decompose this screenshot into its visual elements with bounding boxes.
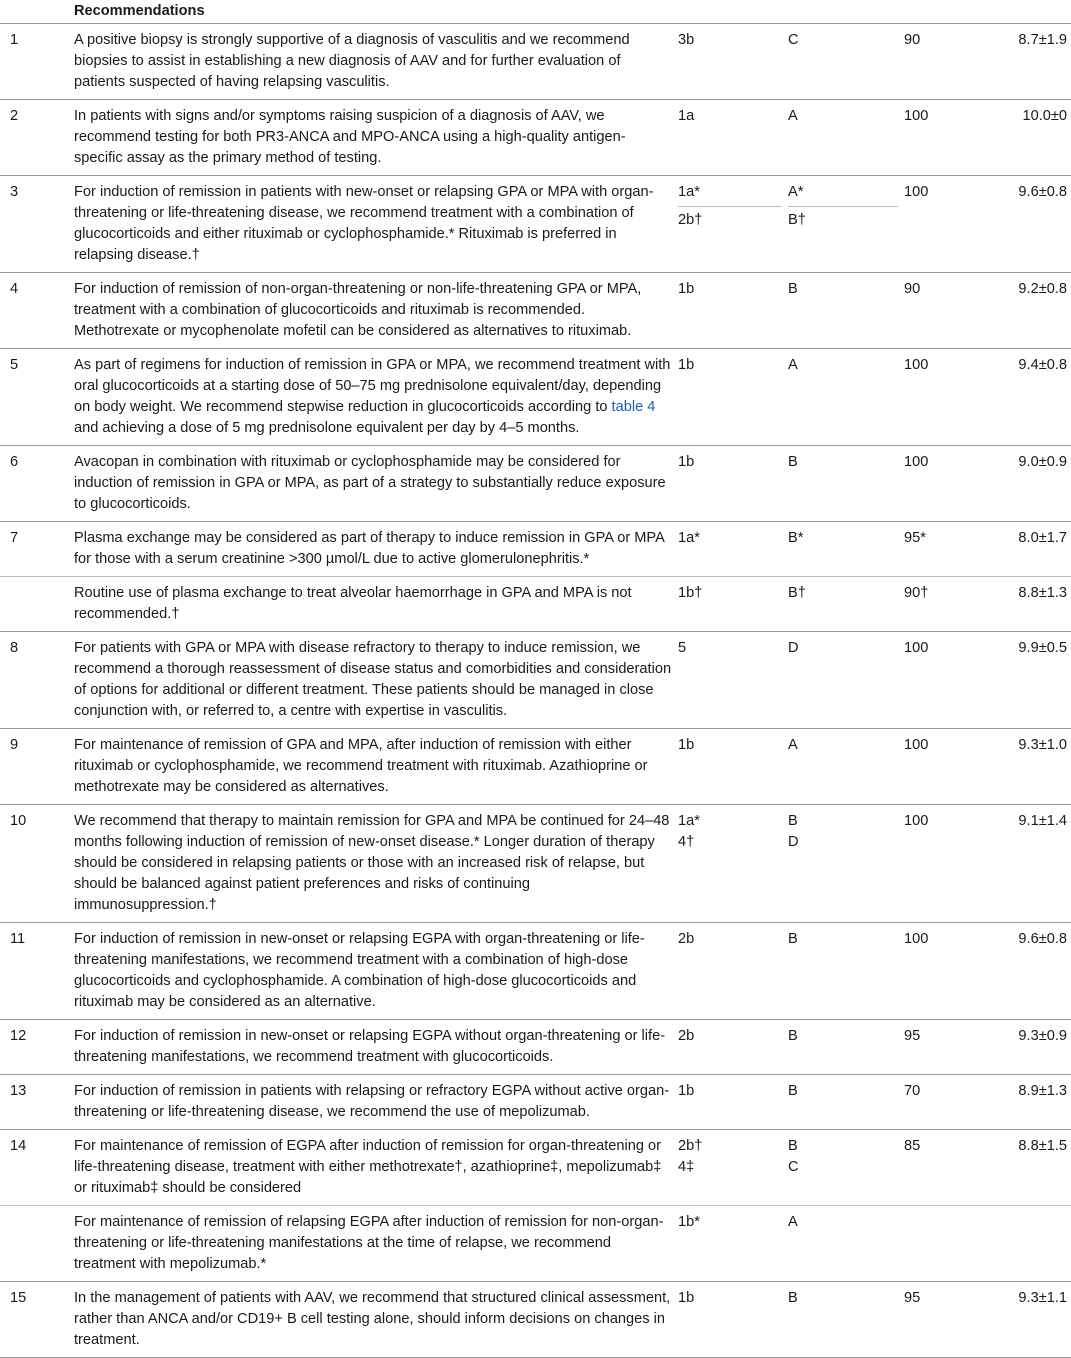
rec-number: 3 (10, 184, 19, 200)
rec-text: Plasma exchange may be considered as part of therapy to induce remission in GPA or MPA for those with a serum creatinine >300 µmol/L due to active glomerulonephritis.* (74, 530, 664, 567)
level-of-evidence (678, 1130, 788, 1206)
level-of-evidence: 1a* (678, 530, 700, 546)
level-of-evidence: 1b (678, 737, 695, 753)
level-of-evidence: 1b (678, 281, 695, 297)
grade-a: A* (788, 182, 898, 207)
grade: B (788, 454, 798, 470)
rec-number: 6 (10, 454, 19, 470)
table-row (0, 349, 1071, 446)
level-of-agreement: 10.0±0 (1022, 108, 1067, 124)
level-b: 4‡ (678, 1159, 695, 1175)
rec-text: For patients with GPA or MPA with disease refractory to therapy to induce remission, we recommend a thorough reassessment of disease status and comorbidities and consideration of options for additional or different treatment. These patients should be managed in close conjunction with, or referred to, a centre with expertise in vasculitis. (74, 640, 672, 719)
rec-number: 15 (10, 1290, 27, 1306)
level-of-evidence: 1b* (678, 1214, 700, 1230)
grade-a: B (788, 1138, 798, 1154)
table-row (0, 632, 1071, 729)
table-row (0, 273, 1071, 349)
grade: B (788, 1290, 798, 1306)
rec-text-after: and achieving a dose of 5 mg prednisolone equivalent per day by 4–5 months. (74, 420, 580, 436)
level-of-agreement: 8.8±1.5 (1018, 1138, 1067, 1154)
agreement: 95* (904, 530, 926, 546)
level-of-evidence (678, 805, 788, 923)
table-4-link[interactable]: table 4 (611, 399, 656, 415)
rec-text (66, 349, 678, 446)
agreement: 100 (904, 184, 929, 200)
grade: A (788, 357, 798, 373)
agreement: 100 (904, 813, 929, 829)
level-of-agreement: 9.3±1.1 (1018, 1290, 1067, 1306)
table-row (0, 1075, 1071, 1130)
rec-text: For induction of remission in new-onset or relapsing EGPA without organ-threatening or life-threatening manifestations, we recommend treatment with glucocorticoids. (74, 1028, 666, 1065)
grade: B (788, 281, 798, 297)
table-subrow (0, 1206, 1071, 1282)
level-a: 1a* (678, 813, 700, 829)
level-of-evidence: 2b (678, 931, 695, 947)
level-of-agreement: 9.6±0.8 (1018, 184, 1067, 200)
level-of-evidence: 3b (678, 32, 695, 48)
rec-text: In patients with signs and/or symptoms raising suspicion of a diagnosis of AAV, we recommend testing for both PR3-ANCA and MPO-ANCA using a high-quality antigen-specific assay as the primary method of testing. (74, 108, 626, 166)
table-row (0, 1282, 1071, 1358)
rec-text: For induction of remission in patients with new-onset or relapsing GPA or MPA with organ-threatening or life-threatening disease, we recommend treatment with a combination of glucocorticoids and either rituximab or cyclophosphamide.* Rituximab is preferred in relapsing disease.† (74, 184, 654, 263)
rec-number: 14 (10, 1138, 27, 1154)
level-a: 1a* (678, 182, 782, 207)
level-of-evidence: 1b (678, 454, 695, 470)
grade: B (788, 1083, 798, 1099)
agreement: 100 (904, 640, 929, 656)
agreement: 95 (904, 1028, 921, 1044)
grade: C (788, 32, 799, 48)
rec-text: Avacopan in combination with rituximab or cyclophosphamide may be considered for induction of remission in GPA or MPA, as part of a strategy to substantially reduce exposure to glucocorticoids. (74, 454, 666, 512)
level-of-agreement: 8.0±1.7 (1018, 530, 1067, 546)
level-of-agreement: 9.9±0.5 (1018, 640, 1067, 656)
rec-number: 11 (10, 931, 26, 947)
agreement: 90 (904, 281, 921, 297)
agreement: 95 (904, 1290, 921, 1306)
grade-a: B (788, 813, 798, 829)
level-of-agreement: 9.1±1.4 (1018, 813, 1067, 829)
grade: A (788, 737, 798, 753)
rec-number: 2 (10, 108, 19, 124)
agreement: 100 (904, 454, 929, 470)
level-a: 2b† (678, 1138, 703, 1154)
rec-text: We recommend that therapy to maintain remission for GPA and MPA be continued for 24–48 months following induction of remission of new-onset disease.* Longer duration of therapy should be considered in relapsing patients or those with an increased risk of relapse, but should be balanced against patient preferences and risks of continuing immunosuppression.† (74, 813, 670, 913)
level-of-evidence: 5 (678, 640, 687, 656)
rec-number: 9 (10, 737, 19, 753)
agreement: 85 (904, 1138, 921, 1154)
grade-b: B† (788, 212, 806, 228)
grade (788, 176, 904, 273)
level-of-agreement: 8.8±1.3 (1018, 585, 1067, 601)
table-row (0, 24, 1071, 100)
rec-text: A positive biopsy is strongly supportive of a diagnosis of vasculitis and we recommend biopsies to assist in establishing a new diagnosis of AAV and for further evaluation of patients suspected of having relapsing vasculitis. (74, 32, 630, 90)
agreement: 100 (904, 931, 929, 947)
agreement: 100 (904, 108, 929, 124)
level-of-evidence: 1a (678, 108, 695, 124)
level-of-evidence: 2b (678, 1028, 695, 1044)
table-row (0, 1020, 1071, 1075)
table-row (0, 923, 1071, 1020)
grade: B† (788, 585, 806, 601)
table-subrow (0, 577, 1071, 632)
level-of-evidence: 1b† (678, 585, 703, 601)
grade: A (788, 1214, 798, 1230)
level-of-agreement: 9.0±0.9 (1018, 454, 1067, 470)
table-row (0, 100, 1071, 176)
grade: A (788, 108, 798, 124)
level-of-evidence: 1b (678, 1083, 695, 1099)
rec-text: For induction of remission of non-organ-threatening or non-life-threatening GPA or MPA, treatment with a combination of glucocorticoids and rituximab is recommended. Methotrexate or mycophenolate mofetil can be considered as alternatives to rituximab. (74, 281, 642, 339)
rec-text: For maintenance of remission of EGPA after induction of remission for organ-threatening or life-threatening disease, treatment with either methotrexate†, azathioprine‡, mepolizumab‡ or rituximab‡ should be considered (74, 1138, 662, 1196)
rec-number: 13 (10, 1083, 27, 1099)
level-b: 2b† (678, 212, 703, 228)
rec-number: 10 (10, 813, 27, 829)
rec-number: 8 (10, 640, 19, 656)
table-row (0, 805, 1071, 923)
grade: B (788, 931, 798, 947)
rec-number: 12 (10, 1028, 27, 1044)
table-header-row (0, 0, 1071, 24)
level-of-agreement: 9.3±1.0 (1018, 737, 1067, 753)
agreement: 70 (904, 1083, 921, 1099)
table-row (0, 522, 1071, 577)
grade (788, 1130, 904, 1206)
level-of-agreement: 8.7±1.9 (1018, 32, 1067, 48)
table-row (0, 729, 1071, 805)
level-of-agreement: 9.2±0.8 (1018, 281, 1067, 297)
level-of-agreement: 9.3±0.9 (1018, 1028, 1067, 1044)
rec-number: 7 (10, 530, 19, 546)
level-of-evidence: 1b (678, 357, 695, 373)
recommendations-header: Recommendations (66, 0, 678, 24)
level-of-agreement: 8.9±1.3 (1018, 1083, 1067, 1099)
level-b: 4† (678, 834, 695, 850)
rec-number: 4 (10, 281, 19, 297)
rec-text-before: As part of regimens for induction of remission in GPA or MPA, we recommend treatment with oral glucocorticoids at a starting dose of 50–75 mg prednisolone equivalent/day, depending on body weight. We recommend stepwise reduction in glucocorticoids according to (74, 357, 671, 415)
rec-text: For maintenance of remission of relapsing EGPA after induction of remission for non-organ-threatening or life-threatening manifestations at the time of relapse, we recommend treatment with mepolizumab.* (74, 1214, 664, 1272)
rec-text: In the management of patients with AAV, we recommend that structured clinical assessment, rather than ANCA and/or CD19+ B cell testing alone, should inform decisions on changes in treatment. (74, 1290, 671, 1348)
rec-number: 5 (10, 357, 19, 373)
table-row (0, 1130, 1071, 1206)
rec-text: Routine use of plasma exchange to treat alveolar haemorrhage in GPA and MPA is not recommended.† (74, 585, 632, 622)
rec-text: For maintenance of remission of GPA and MPA, after induction of remission with either rituximab or cyclophosphamide, we recommend treatment with rituximab. Azathioprine or methotrexate may be considered as alternatives. (74, 737, 648, 795)
grade-b: D (788, 834, 799, 850)
grade-b: C (788, 1159, 799, 1175)
level-of-evidence (678, 176, 788, 273)
grade: B* (788, 530, 804, 546)
rec-text: For induction of remission in new-onset or relapsing EGPA with organ-threatening or life-threatening manifestations, we recommend treatment with a combination of high-dose glucocorticoids and cyclophosphamide. A combination of high-dose glucocorticoids and rituximab may be considered as an alternative. (74, 931, 645, 1010)
grade (788, 805, 904, 923)
grade: B (788, 1028, 798, 1044)
table-row (0, 176, 1071, 273)
rec-number: 1 (10, 32, 19, 48)
agreement: 90 (904, 32, 921, 48)
agreement: 100 (904, 737, 929, 753)
level-of-agreement: 9.4±0.8 (1018, 357, 1067, 373)
agreement: 100 (904, 357, 929, 373)
table-row (0, 446, 1071, 522)
agreement: 90† (904, 585, 929, 601)
grade: D (788, 640, 799, 656)
level-of-evidence: 1b (678, 1290, 695, 1306)
level-of-agreement: 9.6±0.8 (1018, 931, 1067, 947)
rec-text: For induction of remission in patients with relapsing or refractory EGPA without active organ-threatening or life-threatening disease, we recommend the use of mepolizumab. (74, 1083, 670, 1120)
